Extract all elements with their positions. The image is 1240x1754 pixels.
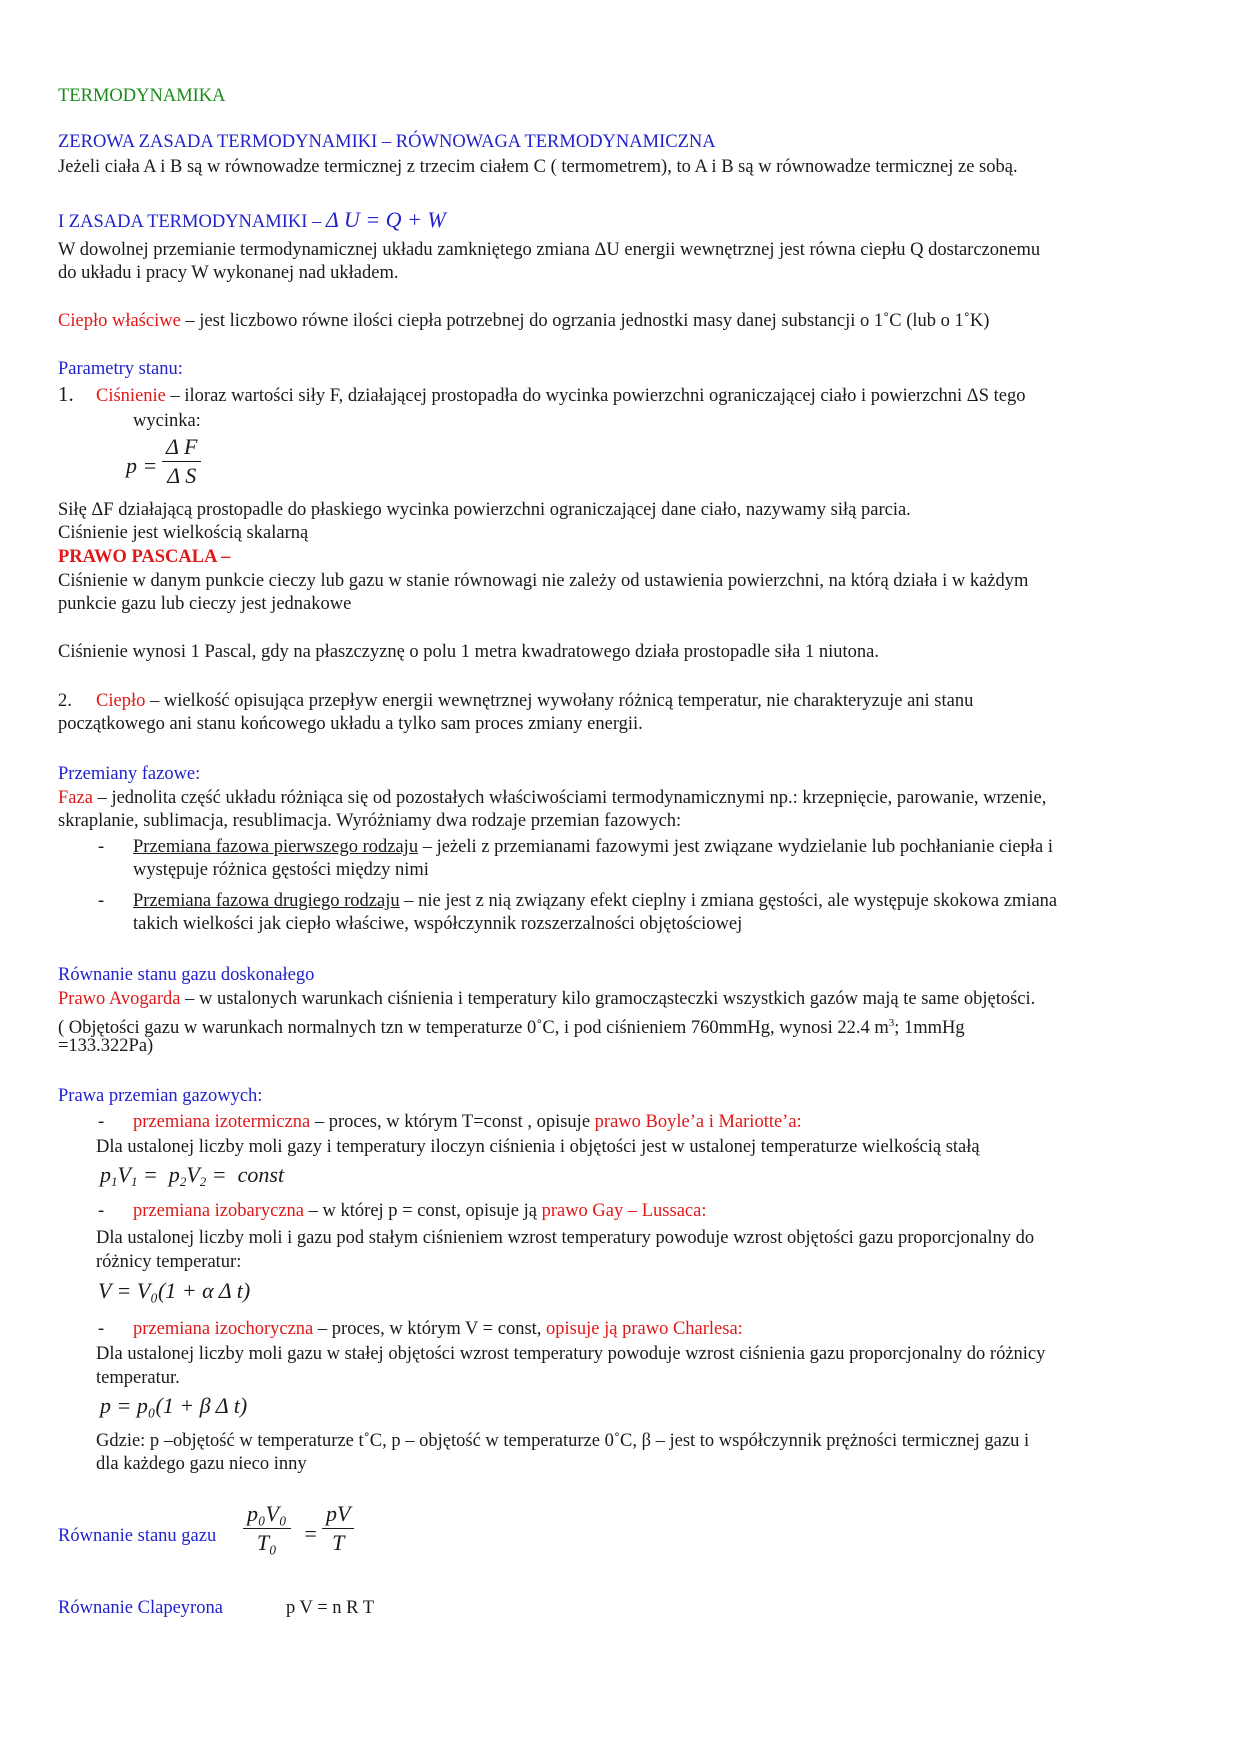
- first-law-line2: do układu i pracy W wykonanej nad układem.: [58, 263, 399, 283]
- state-rhs-numerator: pV: [322, 1501, 354, 1529]
- phase-line2: skraplanie, sublimacja, resublimacja. Wyróżniamy dwa rodzaje przemian fazowych:: [58, 811, 682, 831]
- state-equation-label: Równanie stanu gazu: [58, 1526, 217, 1546]
- isochoric-line: przemiana izochoryczna – proces, w którym V = const, opisuje ją prawo Charlesa:: [133, 1319, 743, 1339]
- gas-laws-heading: Prawa przemian gazowych:: [58, 1086, 263, 1106]
- bullet-dash: -: [98, 1112, 105, 1132]
- isothermal-formula: [100, 1164, 284, 1193]
- pressure-fraction: [162, 434, 201, 489]
- bullet-dash: -: [98, 1201, 105, 1221]
- bullet-dash: -: [98, 891, 105, 911]
- zero-law-text: Jeżeli ciała A i B są w równowadze termicznej z trzecim ciałem C ( termometrem), to A i B są w równowadze termicznej ze sobą.: [58, 157, 1018, 177]
- state-rhs-denominator: T: [332, 1530, 345, 1555]
- first-order-term: Przemiana fazowa pierwszego rodzaju: [133, 837, 419, 857]
- clapeyron-formula: p V = n R T: [286, 1598, 375, 1618]
- isochoric-desc1: Dla ustalonej liczby moli gazu w stałej objętości wzrost temperatury powoduje wzrost ciśnienia gazu proporcjonalny do różnicy: [96, 1344, 1046, 1364]
- isobaric-line: przemiana izobaryczna – w której p = const, opisuje ją prawo Gay – Lussaca:: [133, 1201, 707, 1221]
- second-order-term: Przemiana fazowa drugiego rodzaju: [133, 891, 400, 911]
- first-law-formula: Δ U = Q + W: [325, 207, 446, 232]
- phase-term: Faza: [58, 788, 93, 808]
- item2-number: 2.: [58, 691, 72, 711]
- state-lhs-denominator: T₀: [256, 1530, 277, 1555]
- phase-line1: Faza – jednolita część układu różniąca się od pozostałych właściwościami termodynamicznymi np.: krzepnięcie, parowanie, wrzenie,: [58, 788, 1047, 808]
- specific-heat-term: Ciepło właściwe: [58, 311, 181, 331]
- gay-lussac-law: prawo Gay – Lussaca:: [541, 1201, 707, 1221]
- charles-law: opisuje ją prawo Charlesa:: [546, 1319, 743, 1339]
- specific-heat-paragraph: [58, 310, 989, 332]
- state-params-heading: Parametry stanu:: [58, 359, 183, 379]
- second-order-line2: takich wielkości jak ciepło właściwe, współczynnik rozszerzalności objętościowej: [133, 914, 743, 934]
- pascal-line2: punkcie gazu lub cieczy jest jednakowe: [58, 594, 352, 614]
- phase-heading: Przemiany fazowe:: [58, 764, 201, 784]
- document-title: TERMODYNAMIKA: [58, 86, 226, 106]
- isochoric-desc2: temperatur.: [96, 1368, 180, 1388]
- item2-line2: początkowego ani stanu końcowego układu a tylko sam proces zmiany energii.: [58, 714, 643, 734]
- pressure-numerator: Δ F: [162, 434, 201, 462]
- where-line2: dla każdego gazu nieco inny: [96, 1454, 307, 1474]
- where-line1: Gdzie: p –objętość w temperaturze t˚C, p – objętość w temperaturze 0˚C, β – jest to współczynnik prężności termicznej gazu i: [96, 1431, 1030, 1451]
- zero-law-heading: ZEROWA ZASADA TERMODYNAMIKI – RÓWNOWAGA TERMODYNAMICZNA: [58, 132, 716, 152]
- state-equation-equals: =: [303, 1521, 318, 1546]
- first-order-line2: występuje różnica gęstości między nimi: [133, 860, 429, 880]
- item1-number: 1.: [58, 382, 74, 406]
- ideal-gas-heading: Równanie stanu gazu doskonałego: [58, 965, 315, 985]
- first-law-line1: W dowolnej przemianie termodynamicznej układu zamkniętego zmiana ΔU energii wewnętrznej jest równa ciepłu Q dostarczonemu: [58, 240, 1041, 260]
- clapeyron-label: Równanie Clapeyrona: [58, 1598, 223, 1618]
- pascal-heading: PRAWO PASCALA –: [58, 547, 231, 567]
- first-order-line1: Przemiana fazowa pierwszego rodzaju – jeżeli z przemianami fazowymi jest związane wydzielanie lub pochłanianie ciepła i: [133, 837, 1053, 857]
- pressure-formula-lhs: p =: [126, 453, 158, 478]
- pressure-term: Ciśnienie: [96, 386, 166, 406]
- volume-line1: ( Objętości gazu w warunkach normalnych tzn w temperaturze 0˚C, i pod ciśnieniem 760mmHg, wynosi 22.4 $m^3$; 1mmHg: [58, 1017, 965, 1038]
- isothermal-term: przemiana izotermiczna: [133, 1112, 311, 1132]
- scalar-text: Ciśnienie jest wielkością skalarną: [58, 523, 309, 543]
- isobaric-formula: V = V₀(1 + α Δ t): [98, 1278, 251, 1303]
- specific-heat-text: – jest liczbowo równe ilości ciepła potrzebnej do ogrzania jednostki masy danej substancji o 1˚C (lub o 1˚K): [180, 311, 990, 331]
- state-equation-lhs: [243, 1501, 291, 1556]
- isobaric-term: przemiana izobaryczna: [133, 1201, 305, 1221]
- isothermal-line: przemiana izotermiczna – proces, w którym T=const , opisuje prawo Boyle’a i Mariotte’a:: [133, 1112, 802, 1132]
- state-equation-rhs: [322, 1501, 354, 1556]
- item1-line1: Ciśnienie – iloraz wartości siły F, działającej prostopadła do wycinka powierzchni ograniczającej ciało i powierzchni ΔS tego: [96, 386, 1026, 406]
- state-lhs-numerator: p₀V₀: [243, 1501, 291, 1529]
- second-order-line1: Przemiana fazowa drugiego rodzaju – nie jest z nią związany efekt cieplny i zmiana gęstości, ale występuje skokowa zmiana: [133, 891, 1058, 911]
- bullet-dash: -: [98, 837, 105, 857]
- boyle-law: prawo Boyle’a i Mariotte’a:: [594, 1112, 802, 1132]
- pascal-line1: Ciśnienie w danym punkcie cieczy lub gazu w stanie równowagi nie zależy od ustawienia powierzchni, na którą działa i w każdym: [58, 571, 1029, 591]
- item2-line1: Ciepło – wielkość opisująca przepływ energii wewnętrznej wywołany różnicą temperatur, nie charakteryzuje ani stanu: [96, 691, 974, 711]
- volume-line2: =133.322Pa): [58, 1036, 154, 1056]
- avogadro-line: Prawo Avogarda – w ustalonych warunkach ciśnienia i temperatury kilo gramocząsteczki wszystkich gazów mają te same objętości.: [58, 989, 1036, 1009]
- avogadro-term: Prawo Avogarda: [58, 989, 181, 1009]
- isobaric-desc2: różnicy temperatur:: [96, 1252, 242, 1272]
- bullet-dash: -: [98, 1319, 105, 1339]
- heat-term: Ciepło: [96, 691, 146, 711]
- isobaric-desc1: Dla ustalonej liczby moli i gazu pod stałym ciśnieniem wzrost temperatury powoduje wzrost objętości gazu proporcjonalny do: [96, 1228, 1035, 1248]
- first-law-heading: I ZASADA TERMODYNAMIKI – Δ U = Q + W: [58, 207, 446, 232]
- force-text: Siłę ΔF działającą prostopadle do płaskiego wycinka powierzchni ograniczającej dane ciało, nazywamy siłą parcia.: [58, 500, 911, 520]
- pressure-denominator: Δ S: [167, 463, 197, 488]
- item1-line2: wycinka:: [133, 411, 201, 431]
- isothermal-desc: Dla ustalonej liczby moli gazy i temperatury iloczyn ciśnienia i objętości jest w ustalonej temperaturze wielkością stałą: [96, 1137, 980, 1157]
- isochoric-formula: p = p₀(1 + β Δ t): [100, 1393, 248, 1418]
- isothermal-formula-text: $p_1V_1 = p_2V_2$ = const: [100, 1162, 285, 1189]
- pascal-definition: Ciśnienie wynosi 1 Pascal, gdy na płaszczyznę o polu 1 metra kwadratowego działa prostopadle siła 1 niutona.: [58, 642, 879, 662]
- isochoric-term: przemiana izochoryczna: [133, 1319, 314, 1339]
